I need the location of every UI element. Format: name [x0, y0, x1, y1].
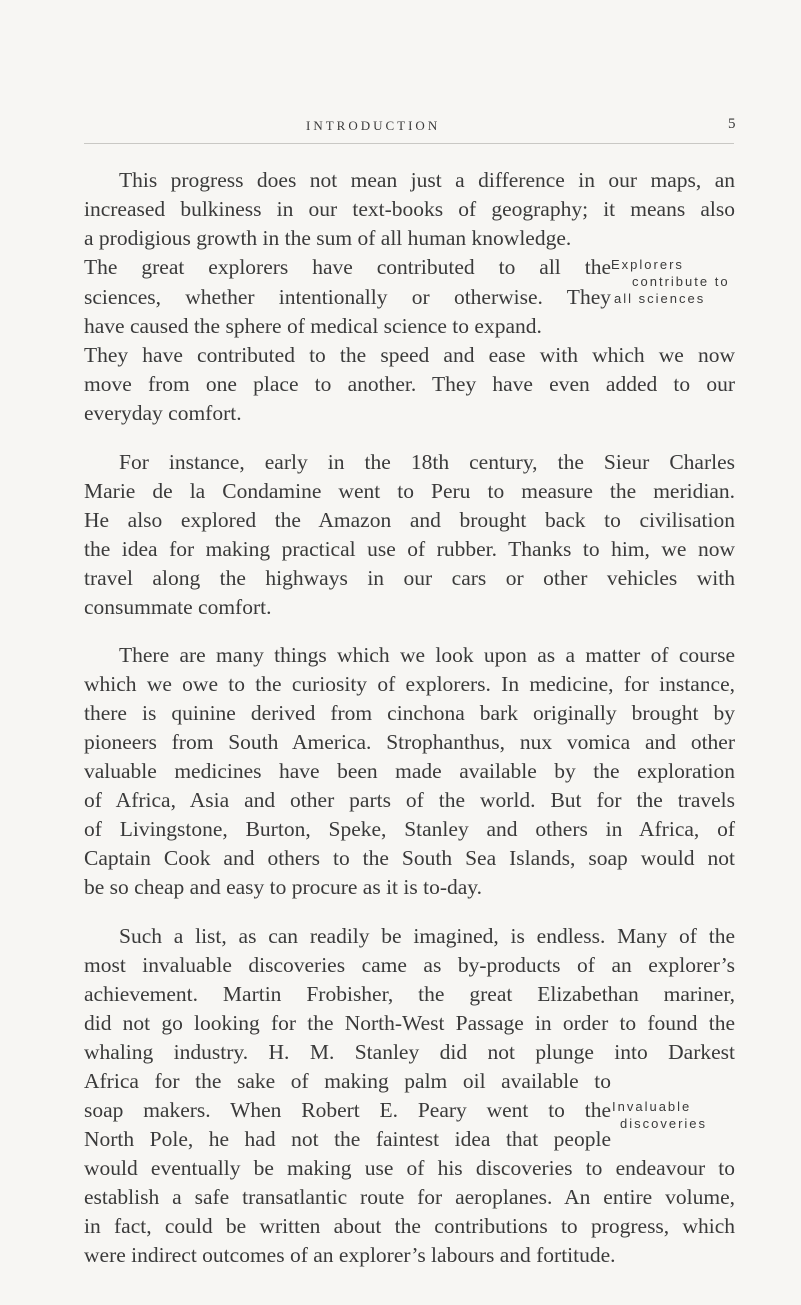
text-line: Africa for the sake of making palm oil available to [84, 1069, 611, 1093]
header-rule [84, 143, 734, 144]
margin-note-explorers-line1: Explorers [611, 257, 684, 272]
text-line: Marie de la Condamine went to Peru to measure the meridian. [84, 479, 735, 503]
text-line: a prodigious growth in the sum of all human knowledge. [84, 226, 572, 250]
text-line: which we owe to the curiosity of explorers. In medicine, for instance, [84, 672, 735, 696]
text-line: be so cheap and easy to procure as it is to-day. [84, 875, 483, 899]
text-line: have caused the sphere of medical science to expand. [84, 314, 542, 338]
margin-note-explorers-line3: all sciences [614, 291, 706, 306]
text-line: did not go looking for the North-West Passage in order to found the [84, 1011, 735, 1035]
text-line: pioneers from South America. Strophanthus, nux vomica and other [84, 730, 735, 754]
text-line: There are many things which we look upon as a matter of course [119, 643, 735, 667]
text-line: of Africa, Asia and other parts of the world. But for the travels [84, 788, 735, 812]
text-line: most invaluable discoveries came as by-products of an explorer’s [84, 953, 735, 977]
text-line: establish a safe transatlantic route for aeroplanes. An entire volume, [84, 1185, 735, 1209]
text-line: Captain Cook and others to the South Sea Islands, soap would not [84, 846, 735, 870]
text-line: sciences, whether intentionally or otherwise. They [84, 285, 611, 309]
text-line: Such a list, as can readily be imagined, is endless. Many of the [119, 924, 735, 948]
text-line: move from one place to another. They have even added to our [84, 372, 735, 396]
text-line: consummate comfort. [84, 595, 272, 619]
text-line: soap makers. When Robert E. Peary went to the [84, 1098, 611, 1122]
text-line: North Pole, he had not the faintest idea that people [84, 1127, 611, 1151]
text-line: whaling industry. H. M. Stanley did not plunge into Darkest [84, 1040, 735, 1064]
text-line: were indirect outcomes of an explorer’s labours and fortitude. [84, 1243, 616, 1267]
text-line: would eventually be making use of his discoveries to endeavour to [84, 1156, 735, 1180]
text-line: there is quinine derived from cinchona bark originally brought by [84, 701, 735, 725]
running-head: INTRODUCTION [306, 118, 441, 133]
text-line: everyday comfort. [84, 401, 242, 425]
text-line: For instance, early in the 18th century, the Sieur Charles [119, 450, 735, 474]
text-line: achievement. Martin Frobisher, the great Elizabethan mariner, [84, 982, 735, 1006]
text-line: This progress does not mean just a difference in our maps, an [119, 168, 735, 192]
text-line: in fact, could be written about the contributions to progress, which [84, 1214, 735, 1238]
text-line: travel along the highways in our cars or other vehicles with [84, 566, 735, 590]
text-line: increased bulkiness in our text-books of geography; it means also [84, 197, 735, 221]
page-number: 5 [728, 116, 736, 132]
text-line: of Livingstone, Burton, Speke, Stanley and others in Africa, of [84, 817, 735, 841]
text-line: valuable medicines have been made available by the exploration [84, 759, 735, 783]
text-line: The great explorers have contributed to all the [84, 255, 611, 279]
margin-note-invaluable-line1: Invaluable [612, 1099, 692, 1114]
text-line: the idea for making practical use of rubber. Thanks to him, we now [84, 537, 735, 561]
margin-note-invaluable-line2: discoveries [620, 1116, 708, 1131]
text-line: They have contributed to the speed and ease with which we now [84, 343, 735, 367]
text-line: He also explored the Amazon and brought back to civilisation [84, 508, 735, 532]
margin-note-explorers-line2: contribute to [632, 274, 730, 289]
